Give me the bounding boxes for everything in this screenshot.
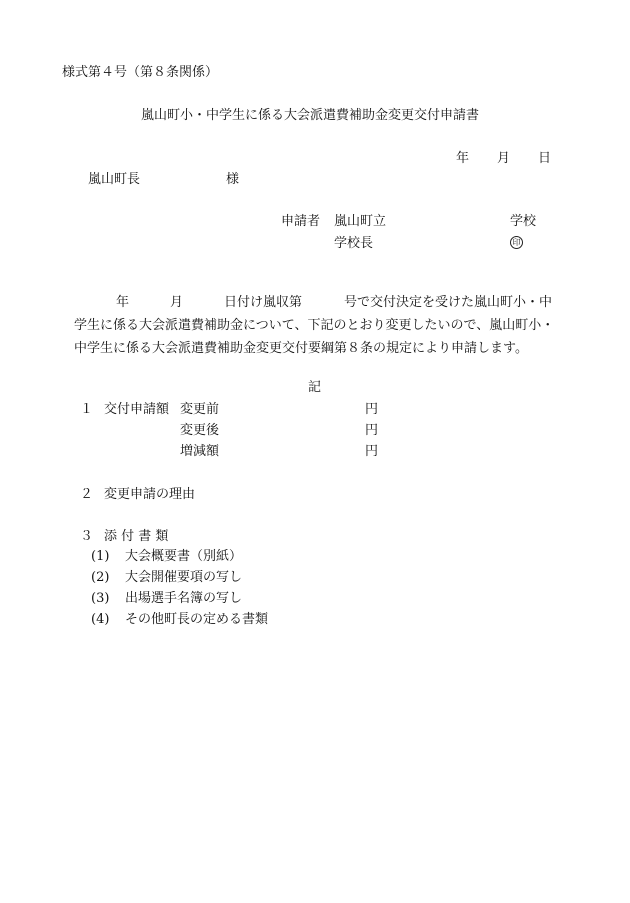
form-number: 様式第４号（第８条関係） [62, 65, 219, 80]
body-year: 年 [116, 295, 130, 310]
attachment-4-label: その他町長の定める書類 [125, 612, 269, 627]
item-1-label: 交付申請額 [104, 402, 170, 417]
attachment-3-number: (3) [91, 591, 110, 606]
attachment-4-number: (4) [91, 612, 110, 627]
school-suffix: 学校 [510, 214, 537, 229]
date-month: 月 [497, 151, 511, 166]
body-month: 月 [170, 295, 184, 310]
body-line-3: 中学生に係る大会派遣費補助金変更交付要綱第８条の規定により申請します。 [74, 341, 528, 356]
amount-after-unit: 円 [365, 423, 379, 438]
attachment-2-number: (2) [91, 570, 110, 585]
school-prefix: 嵐山町立 [334, 214, 387, 229]
body-line-2: 学生に係る大会派遣費補助金について、下記のとおり変更したいので、嵐山町小・ [74, 318, 555, 333]
attachment-2-label: 大会開催要項の写し [125, 570, 243, 585]
attachment-1-label: 大会概要書（別紙） [125, 549, 243, 564]
amount-before-unit: 円 [365, 402, 379, 417]
item-2-number: ２ [80, 487, 94, 502]
amount-diff-label: 増減額 [180, 444, 220, 459]
date-year: 年 [456, 151, 470, 166]
applicant-label: 申請者 [281, 214, 321, 229]
body-rest: 号で交付決定を受けた嵐山町小・中 [344, 295, 553, 310]
attachment-1-number: (1) [91, 549, 110, 564]
addressee-name: 嵐山町長 [88, 172, 141, 187]
addressee-honorific: 様 [226, 172, 240, 187]
attachment-3-label: 出場選手名簿の写し [125, 591, 243, 606]
item-3-label: 添 付 書 類 [104, 529, 169, 544]
body-dated: 日付け嵐収第 [224, 295, 303, 310]
principal-label: 学校長 [334, 236, 374, 251]
document-title: 嵐山町小・中学生に係る大会派遣費補助金変更交付申請書 [141, 108, 480, 123]
item-1-number: １ [80, 402, 94, 417]
ki-heading: 記 [308, 380, 322, 395]
amount-after-label: 変更後 [180, 423, 220, 438]
item-2-label: 変更申請の理由 [104, 487, 196, 502]
amount-before-label: 変更前 [180, 402, 220, 417]
date-day: 日 [538, 151, 552, 166]
item-3-number: ３ [80, 529, 94, 544]
amount-diff-unit: 円 [365, 444, 379, 459]
seal-mark: 印 [510, 236, 523, 249]
